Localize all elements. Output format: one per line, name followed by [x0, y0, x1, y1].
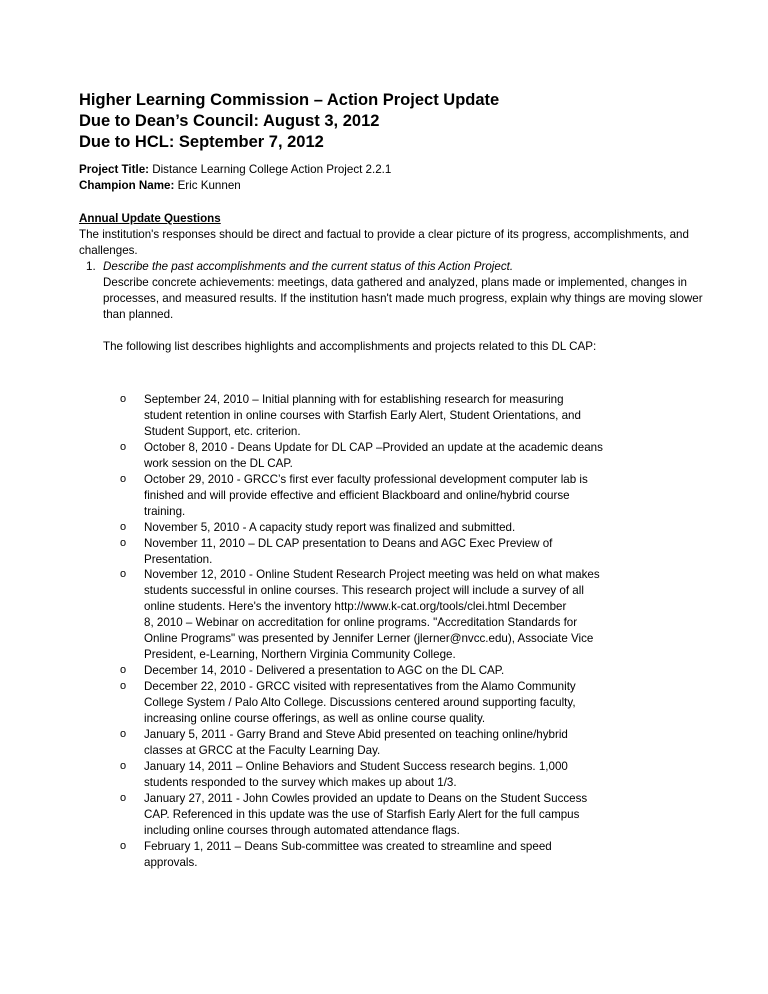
list-item-line: including online courses through automated attendance flags. — [144, 823, 460, 837]
list-item-line: classes at GRCC at the Faculty Learning Day. — [144, 743, 381, 757]
list-item-line: October 8, 2010 - Deans Update for DL CAP –Provided an update at the academic deans — [144, 440, 603, 454]
list-item-line: December 22, 2010 - GRCC visited with representatives from the Alamo Community — [144, 680, 576, 694]
list-item-line: students responded to the survey which makes up about 1/3. — [144, 775, 457, 789]
list-item-line: President, e-Learning, Northern Virginia Community College. — [144, 648, 456, 662]
list-item — [120, 536, 716, 568]
list-item-line: Online Programs" was presented by Jennifer Lerner (jlerner@nvcc.edu), Associate Vice — [144, 632, 594, 646]
list-item-line: January 27, 2011 - John Cowles provided an update to Deans on the Student Success — [144, 791, 588, 805]
list-item-line: 8, 2010 – Webinar on accreditation for online programs. "Accreditation Standards for — [144, 616, 578, 630]
title-line-1: Higher Learning Commission – Action Project Update — [79, 91, 500, 109]
question-description: Describe concrete achievements: meetings, data gathered and analyzed, plans made or implemented, changes in processes, and measured results. If the institution hasn't made much progress, explain why things are moving slower than planned. — [103, 276, 703, 321]
question-title: Describe the past accomplishments and the current status of this Action Project. — [103, 260, 514, 273]
annual-update-section — [79, 211, 719, 259]
list-item — [120, 472, 716, 520]
list-item — [120, 663, 716, 679]
bullet-icon: o — [120, 728, 127, 741]
bullet-icon: o — [120, 568, 127, 581]
list-item-line: October 29, 2010 - GRCC’s first ever faculty professional development computer lab is — [144, 472, 588, 486]
list-item-line: November 12, 2010 - Online Student Research Project meeting was held on what makes — [144, 568, 600, 582]
list-item — [120, 567, 716, 663]
project-meta — [79, 162, 391, 194]
bullet-icon: o — [120, 664, 127, 677]
project-title-label: Project Title: — [79, 163, 150, 176]
bullet-icon: o — [120, 759, 127, 772]
list-item-line: November 11, 2010 – DL CAP presentation to Deans and AGC Exec Preview of — [144, 536, 553, 550]
champion-row — [79, 178, 391, 194]
accomplishments-list — [120, 392, 716, 871]
list-item — [120, 520, 716, 536]
project-title-row — [79, 162, 391, 178]
bullet-icon: o — [120, 839, 127, 852]
list-item — [120, 727, 716, 759]
annual-update-heading: Annual Update Questions — [79, 212, 221, 225]
list-item-line: September 24, 2010 – Initial planning with for establishing research for measuring — [144, 393, 564, 406]
list-item-line: February 1, 2011 – Deans Sub-committee was created to streamline and speed — [144, 839, 552, 853]
annual-update-intro: The institution's responses should be direct and factual to provide a clear picture of its progress, accomplishments, and challenges. — [79, 228, 689, 257]
champion-label: Champion Name: — [79, 179, 175, 192]
bullet-icon: o — [120, 393, 127, 405]
list-item — [120, 440, 716, 472]
list-item-line: November 5, 2010 - A capacity study report was finalized and submitted. — [144, 520, 516, 534]
bullet-icon: o — [120, 440, 127, 453]
bullet-icon: o — [120, 472, 127, 485]
list-item-line: CAP. Referenced in this update was the use of Starfish Early Alert for the full campus — [144, 807, 580, 821]
list-item-line: online students. Here's the inventory http://www.k-cat.org/tools/clei.html December — [144, 600, 567, 614]
question-number: 1. — [86, 260, 96, 273]
champion-value: Eric Kunnen — [174, 179, 241, 192]
list-item-line: Student Support, etc. criterion. — [144, 424, 301, 438]
list-item — [120, 679, 716, 727]
list-item-line: January 14, 2011 – Online Behaviors and Student Success research begins. 1,000 — [144, 759, 568, 773]
list-item-line: students successful in online courses. This research project will include a survey of all — [144, 584, 584, 598]
list-item — [120, 392, 716, 440]
list-item-line: approvals. — [144, 855, 198, 869]
project-title-value: Distance Learning College Action Project 2.2.1 — [149, 163, 392, 176]
list-item-line: student retention in online courses with Starfish Early Alert, Student Orientations, and — [144, 408, 581, 422]
title-line-2: Due to Dean’s Council: August 3, 2012 — [79, 112, 380, 130]
list-item — [120, 791, 716, 839]
list-intro: The following list describes highlights and accomplishments and projects related to this DL CAP: — [103, 340, 597, 353]
bullet-icon: o — [120, 791, 127, 804]
list-item-line: College System / Palo Alto College. Discussions centered around supporting faculty, — [144, 696, 576, 710]
bullet-icon: o — [120, 536, 127, 549]
question-1 — [86, 259, 723, 355]
list-item-line: Presentation. — [144, 552, 213, 566]
list-item-line: increasing online course offerings, as well as online course quality. — [144, 712, 486, 726]
list-item — [120, 839, 716, 871]
list-item-line: January 5, 2011 - Garry Brand and Steve Abid presented on teaching online/hybrid — [144, 728, 568, 742]
document-title-block — [79, 90, 499, 153]
bullet-icon: o — [120, 520, 127, 533]
list-item-line: work session on the DL CAP. — [144, 456, 293, 470]
bullet-icon: o — [120, 680, 127, 693]
list-item-line: training. — [144, 504, 186, 518]
title-line-3: Due to HCL: September 7, 2012 — [79, 133, 324, 151]
list-item-line: December 14, 2010 - Delivered a presentation to AGC on the DL CAP. — [144, 664, 505, 678]
list-item — [120, 759, 716, 791]
list-item-line: finished and will provide effective and efficient Blackboard and online/hybrid course — [144, 488, 570, 502]
